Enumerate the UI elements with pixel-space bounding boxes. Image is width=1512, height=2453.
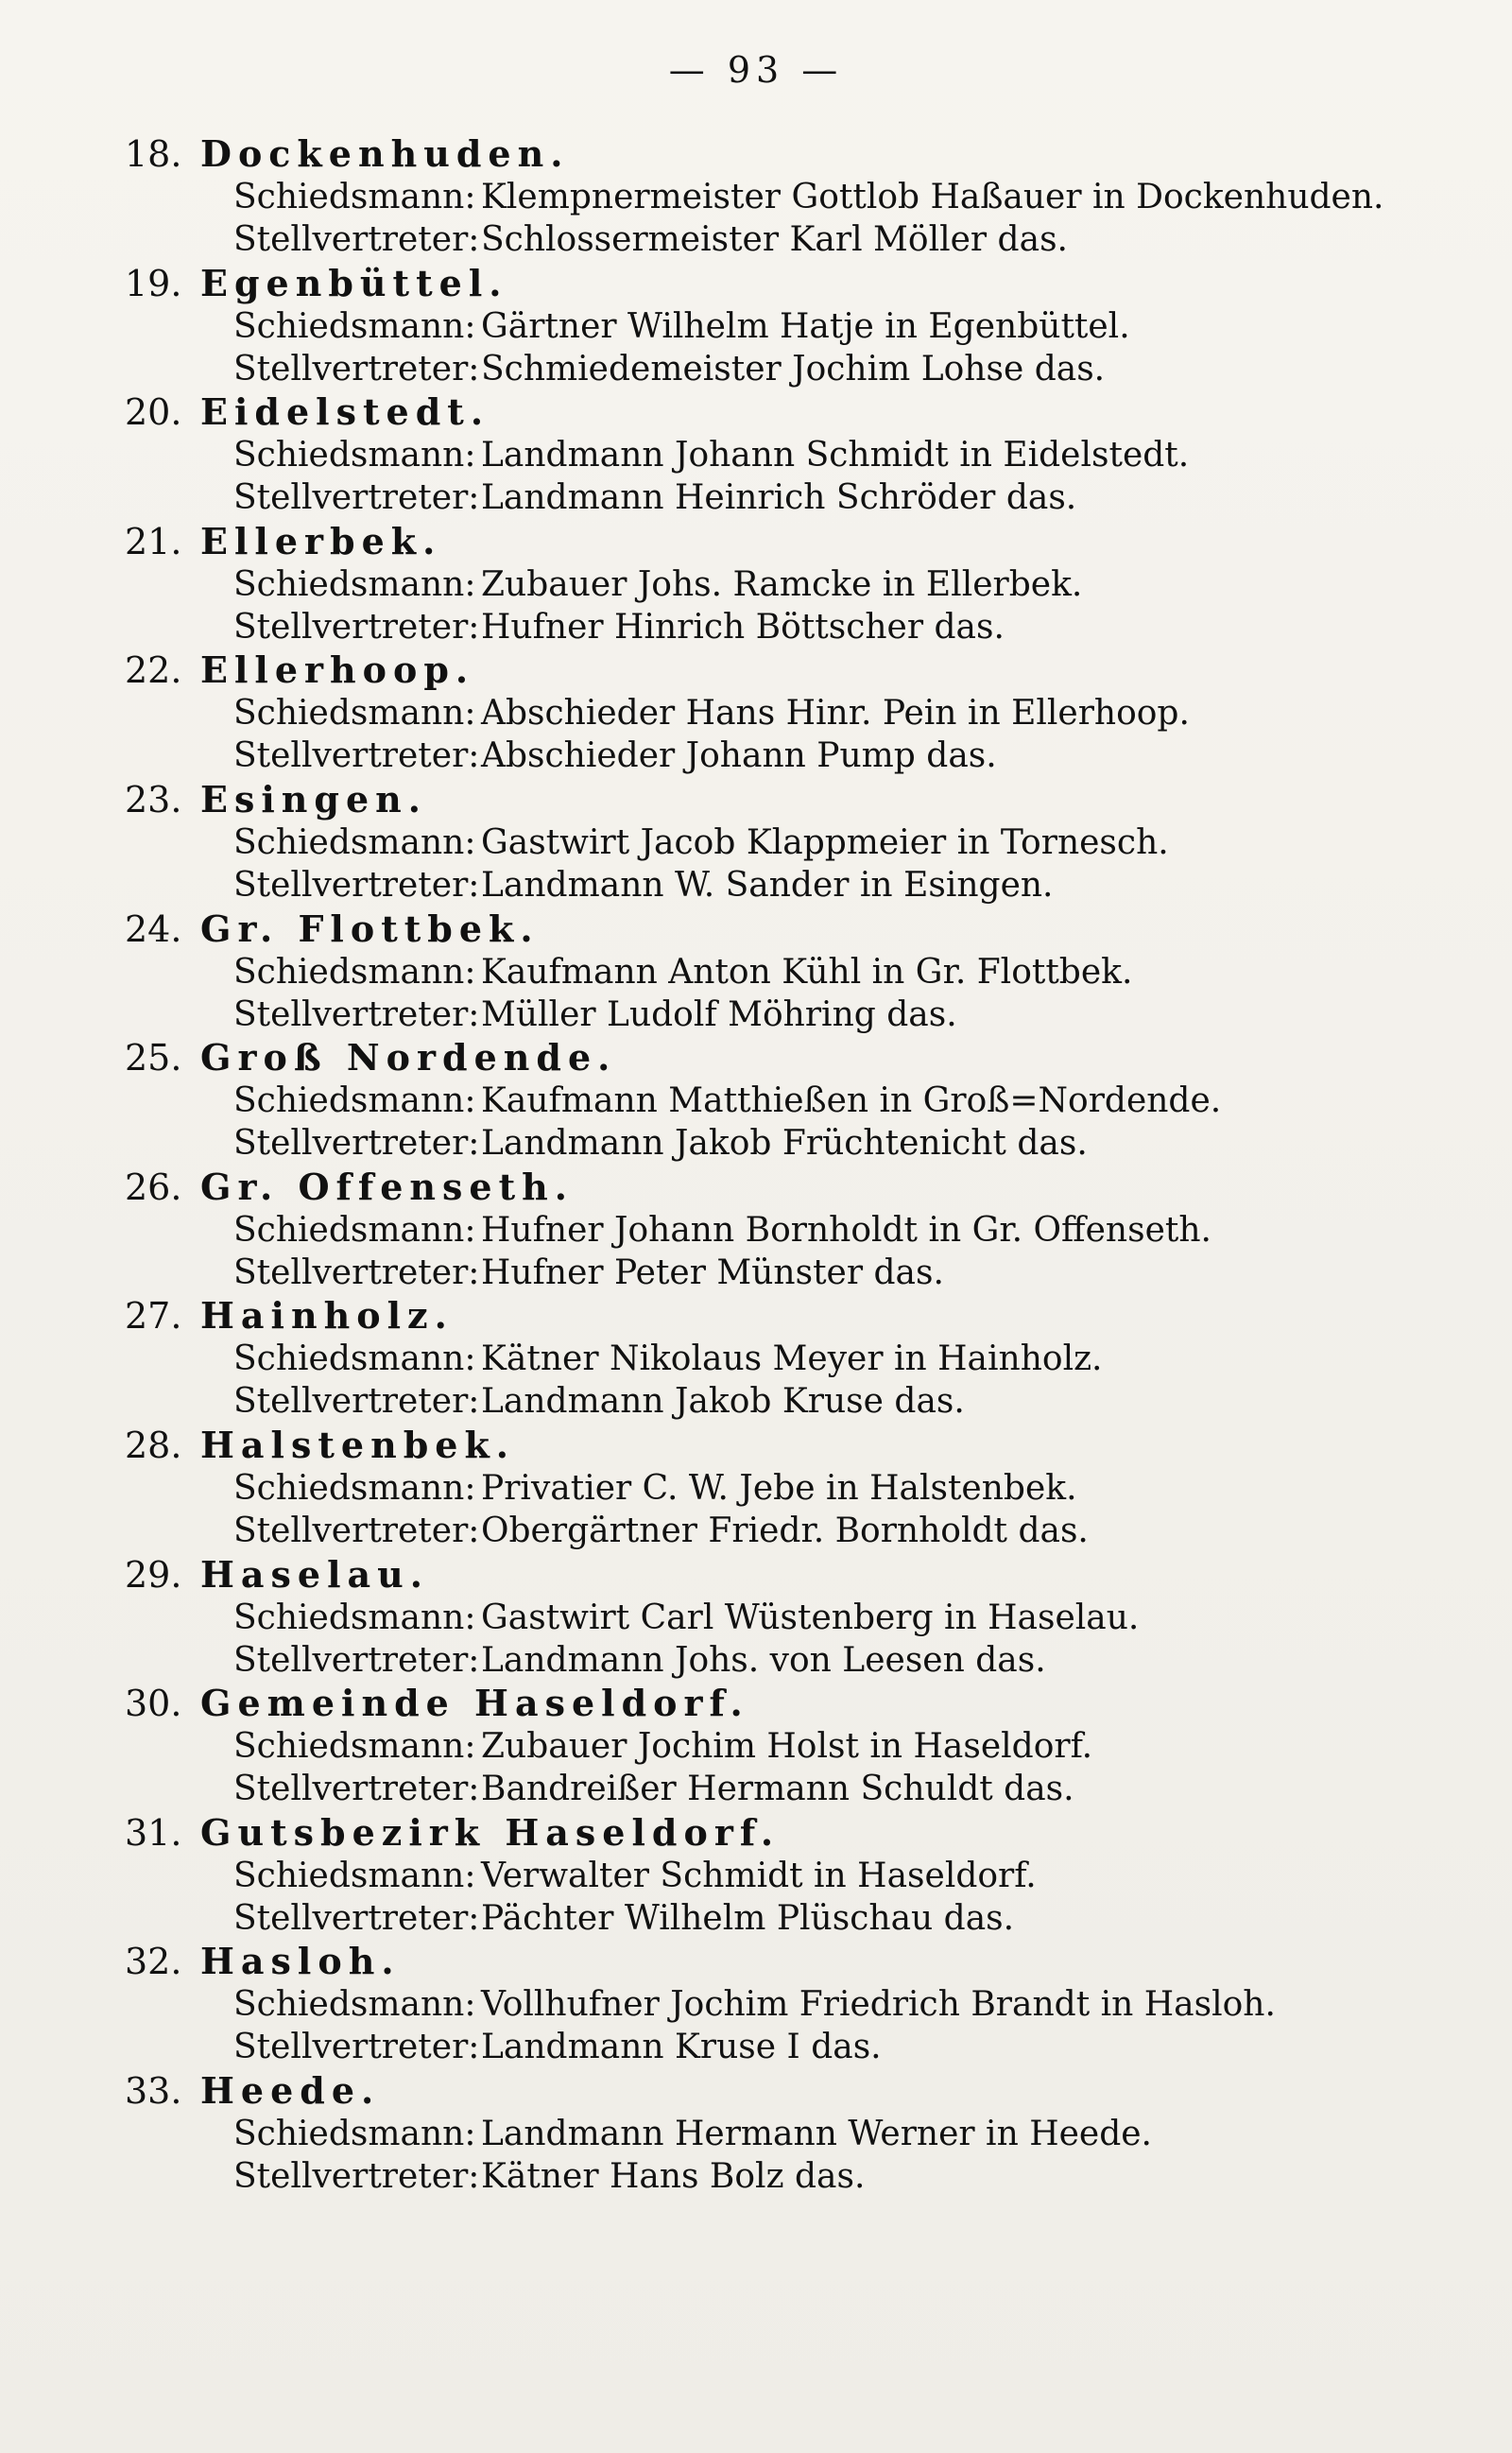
schiedsmann-label: Schiedsmann:	[233, 2114, 476, 2153]
stellvertreter-value: Landmann Johs. von Leesen das.	[481, 1640, 1046, 1680]
entry-number: 30.	[125, 1683, 182, 1725]
schiedsmann-line	[125, 1855, 1448, 1897]
stellvertreter-label: Stellvertreter:	[233, 220, 480, 259]
stellvertreter-line	[125, 1252, 1448, 1294]
stellvertreter-line	[125, 993, 1448, 1036]
entry-heading	[125, 520, 1448, 563]
entry-list	[125, 132, 1448, 2199]
entry-heading	[125, 1811, 1448, 1855]
schiedsmann-label: Schiedsmann:	[233, 1081, 476, 1121]
stellvertreter-line	[125, 606, 1448, 648]
stellvertreter-label: Stellvertreter:	[233, 994, 480, 1034]
entry-place-name: Groß Nordende.	[200, 1036, 617, 1080]
entry-place-name: Ellerhoop.	[200, 648, 475, 692]
schiedsmann-line	[125, 1725, 1448, 1768]
stellvertreter-line	[125, 734, 1448, 777]
schiedsmann-line	[125, 563, 1448, 606]
schiedsmann-label: Schiedsmann:	[233, 178, 476, 216]
list-item	[125, 1682, 1448, 1811]
schiedsmann-value: Gastwirt Jacob Klappmeier in Tornesch.	[481, 822, 1169, 862]
stellvertreter-label: Stellvertreter:	[233, 1640, 480, 1680]
stellvertreter-value: Landmann Kruse I das.	[481, 2028, 882, 2067]
list-item	[125, 1294, 1448, 1424]
entry-heading	[125, 1424, 1448, 1467]
entry-heading	[125, 907, 1448, 951]
entry-number: 25.	[125, 1037, 182, 1080]
list-item	[125, 1811, 1448, 1941]
stellvertreter-label: Stellvertreter:	[233, 1511, 480, 1550]
list-item	[125, 778, 1448, 907]
entry-number: 18.	[125, 133, 182, 175]
stellvertreter-value: Abschieder Johann Pump das.	[481, 736, 997, 776]
stellvertreter-line	[125, 864, 1448, 907]
entry-place-name: Esingen.	[200, 777, 428, 821]
list-item	[125, 520, 1448, 649]
schiedsmann-line	[125, 176, 1448, 218]
entry-number: 23.	[125, 778, 182, 821]
entry-heading	[125, 1036, 1448, 1080]
list-item	[125, 1036, 1448, 1166]
entry-number: 33.	[125, 2069, 182, 2112]
list-item	[125, 132, 1448, 262]
schiedsmann-value: Klempnermeister Gottlob Haßauer in Dockenhuden.	[481, 178, 1384, 216]
entry-place-name: Gr. Flottbek.	[200, 907, 540, 950]
stellvertreter-line	[125, 1510, 1448, 1552]
schiedsmann-label: Schiedsmann:	[233, 1210, 476, 1250]
entry-place-name: Dockenhuden.	[200, 132, 570, 175]
schiedsmann-label: Schiedsmann:	[233, 952, 476, 992]
stellvertreter-line	[125, 1639, 1448, 1682]
stellvertreter-label: Stellvertreter:	[233, 349, 480, 389]
entry-place-name: Haselau.	[200, 1552, 430, 1596]
schiedsmann-label: Schiedsmann:	[233, 1468, 476, 1508]
stellvertreter-line	[125, 476, 1448, 519]
schiedsmann-line	[125, 305, 1448, 348]
schiedsmann-value: Vollhufner Jochim Friedrich Brandt in Hasloh.	[481, 1985, 1276, 2025]
schiedsmann-label: Schiedsmann:	[233, 694, 476, 734]
list-item	[125, 907, 1448, 1037]
schiedsmann-value: Hufner Johann Bornholdt in Gr. Offenseth.	[481, 1210, 1211, 1250]
schiedsmann-line	[125, 1983, 1448, 2026]
list-item	[125, 648, 1448, 778]
schiedsmann-line	[125, 951, 1448, 993]
schiedsmann-label: Schiedsmann:	[233, 306, 476, 346]
entry-number: 29.	[125, 1553, 182, 1596]
entry-place-name: Halstenbek.	[200, 1423, 516, 1466]
stellvertreter-label: Stellvertreter:	[233, 2028, 480, 2067]
schiedsmann-value: Zubauer Jochim Holst in Haseldorf.	[481, 1727, 1093, 1767]
schiedsmann-value: Abschieder Hans Hinr. Pein in Ellerhoop.	[481, 694, 1190, 734]
entry-heading	[125, 1294, 1448, 1338]
schiedsmann-value: Verwalter Schmidt in Haseldorf.	[481, 1856, 1037, 1895]
stellvertreter-label: Stellvertreter:	[233, 1770, 480, 1809]
schiedsmann-label: Schiedsmann:	[233, 1598, 476, 1637]
entry-number: 32.	[125, 1941, 182, 1983]
entry-number: 27.	[125, 1295, 182, 1338]
stellvertreter-label: Stellvertreter:	[233, 865, 480, 905]
stellvertreter-line	[125, 1380, 1448, 1423]
stellvertreter-label: Stellvertreter:	[233, 607, 480, 647]
stellvertreter-line	[125, 1897, 1448, 1940]
list-item	[125, 262, 1448, 391]
entry-number: 21.	[125, 520, 182, 562]
stellvertreter-label: Stellvertreter:	[233, 478, 480, 518]
stellvertreter-label: Stellvertreter:	[233, 736, 480, 776]
stellvertreter-value: Landmann Jakob Kruse das.	[481, 1382, 965, 1422]
entry-heading	[125, 390, 1448, 434]
entry-place-name: Eidelstedt.	[200, 390, 490, 434]
schiedsmann-line	[125, 434, 1448, 476]
schiedsmann-label: Schiedsmann:	[233, 1339, 476, 1379]
stellvertreter-value: Bandreißer Hermann Schuldt das.	[481, 1770, 1074, 1809]
stellvertreter-line	[125, 218, 1448, 261]
entry-place-name: Gutsbezirk Haseldorf.	[200, 1810, 781, 1854]
entry-place-name: Gemeinde Haseldorf.	[200, 1682, 749, 1725]
schiedsmann-label: Schiedsmann:	[233, 436, 476, 475]
schiedsmann-label: Schiedsmann:	[233, 822, 476, 862]
list-item	[125, 390, 1448, 520]
entry-heading	[125, 1166, 1448, 1209]
schiedsmann-line	[125, 692, 1448, 734]
schiedsmann-value: Gastwirt Carl Wüstenberg in Haselau.	[481, 1598, 1140, 1637]
stellvertreter-label: Stellvertreter:	[233, 1382, 480, 1422]
entry-heading	[125, 132, 1448, 176]
entry-place-name: Hasloh.	[200, 1940, 401, 1983]
entry-heading	[125, 1940, 1448, 1983]
list-item	[125, 1940, 1448, 2069]
schiedsmann-value: Zubauer Johs. Ramcke in Ellerbek.	[481, 564, 1083, 604]
stellvertreter-value: Hufner Peter Münster das.	[481, 1252, 944, 1292]
entry-number: 24.	[125, 907, 182, 950]
stellvertreter-label: Stellvertreter:	[233, 1898, 480, 1938]
schiedsmann-label: Schiedsmann:	[233, 1856, 476, 1895]
entry-heading	[125, 648, 1448, 692]
entry-heading	[125, 1553, 1448, 1597]
list-item	[125, 2069, 1448, 2199]
schiedsmann-line	[125, 821, 1448, 864]
schiedsmann-value: Gärtner Wilhelm Hatje in Egenbüttel.	[481, 306, 1130, 346]
schiedsmann-label: Schiedsmann:	[233, 564, 476, 604]
entry-place-name: Hainholz.	[200, 1294, 454, 1338]
stellvertreter-value: Hufner Hinrich Böttscher das.	[481, 607, 1005, 647]
entry-place-name: Ellerbek.	[200, 519, 442, 562]
schiedsmann-value: Privatier C. W. Jebe in Halstenbek.	[481, 1468, 1077, 1508]
schiedsmann-line	[125, 2113, 1448, 2155]
schiedsmann-value: Landmann Johann Schmidt in Eidelstedt.	[481, 436, 1190, 475]
stellvertreter-value: Schmiedemeister Jochim Lohse das.	[481, 349, 1106, 389]
entry-number: 22.	[125, 649, 182, 692]
schiedsmann-value: Kätner Nikolaus Meyer in Hainholz.	[481, 1339, 1103, 1379]
entry-number: 19.	[125, 262, 182, 304]
stellvertreter-line	[125, 2155, 1448, 2198]
stellvertreter-value: Pächter Wilhelm Plüschau das.	[481, 1898, 1015, 1938]
stellvertreter-line	[125, 348, 1448, 390]
schiedsmann-label: Schiedsmann:	[233, 1727, 476, 1767]
schiedsmann-line	[125, 1467, 1448, 1510]
schiedsmann-line	[125, 1080, 1448, 1122]
stellvertreter-label: Stellvertreter:	[233, 2156, 480, 2196]
schiedsmann-value: Landmann Hermann Werner in Heede.	[481, 2114, 1152, 2153]
stellvertreter-value: Schlossermeister Karl Möller das.	[481, 220, 1068, 259]
list-item	[125, 1166, 1448, 1295]
stellvertreter-label: Stellvertreter:	[233, 1124, 480, 1164]
schiedsmann-label: Schiedsmann:	[233, 1985, 476, 2025]
stellvertreter-line	[125, 1768, 1448, 1810]
list-item	[125, 1553, 1448, 1683]
entry-heading	[125, 778, 1448, 821]
stellvertreter-value: Kätner Hans Bolz das.	[481, 2156, 866, 2196]
entry-place-name: Gr. Offenseth.	[200, 1165, 575, 1208]
stellvertreter-value: Landmann W. Sander in Esingen.	[481, 865, 1054, 905]
list-item	[125, 1424, 1448, 1553]
schiedsmann-line	[125, 1209, 1448, 1252]
schiedsmann-value: Kaufmann Anton Kühl in Gr. Flottbek.	[481, 952, 1133, 992]
entry-number: 28.	[125, 1424, 182, 1466]
stellvertreter-value: Landmann Jakob Früchtenicht das.	[481, 1124, 1088, 1164]
stellvertreter-value: Müller Ludolf Möhring das.	[481, 994, 957, 1034]
entry-heading	[125, 1682, 1448, 1725]
schiedsmann-value: Kaufmann Matthießen in Groß=Nordende.	[481, 1081, 1222, 1121]
entry-number: 31.	[125, 1811, 182, 1854]
entry-place-name: Heede.	[200, 2068, 381, 2112]
entry-heading	[125, 262, 1448, 305]
entry-heading	[125, 2069, 1448, 2113]
entry-place-name: Egenbüttel.	[200, 261, 508, 304]
schiedsmann-line	[125, 1597, 1448, 1639]
stellvertreter-line	[125, 2026, 1448, 2068]
entry-number: 26.	[125, 1166, 182, 1208]
stellvertreter-value: Landmann Heinrich Schröder das.	[481, 478, 1077, 518]
entry-number: 20.	[125, 391, 182, 434]
stellvertreter-value: Obergärtner Friedr. Bornholdt das.	[481, 1511, 1089, 1550]
stellvertreter-line	[125, 1122, 1448, 1165]
schiedsmann-line	[125, 1338, 1448, 1380]
stellvertreter-label: Stellvertreter:	[233, 1252, 480, 1292]
page-number: — 93 —	[668, 49, 844, 91]
